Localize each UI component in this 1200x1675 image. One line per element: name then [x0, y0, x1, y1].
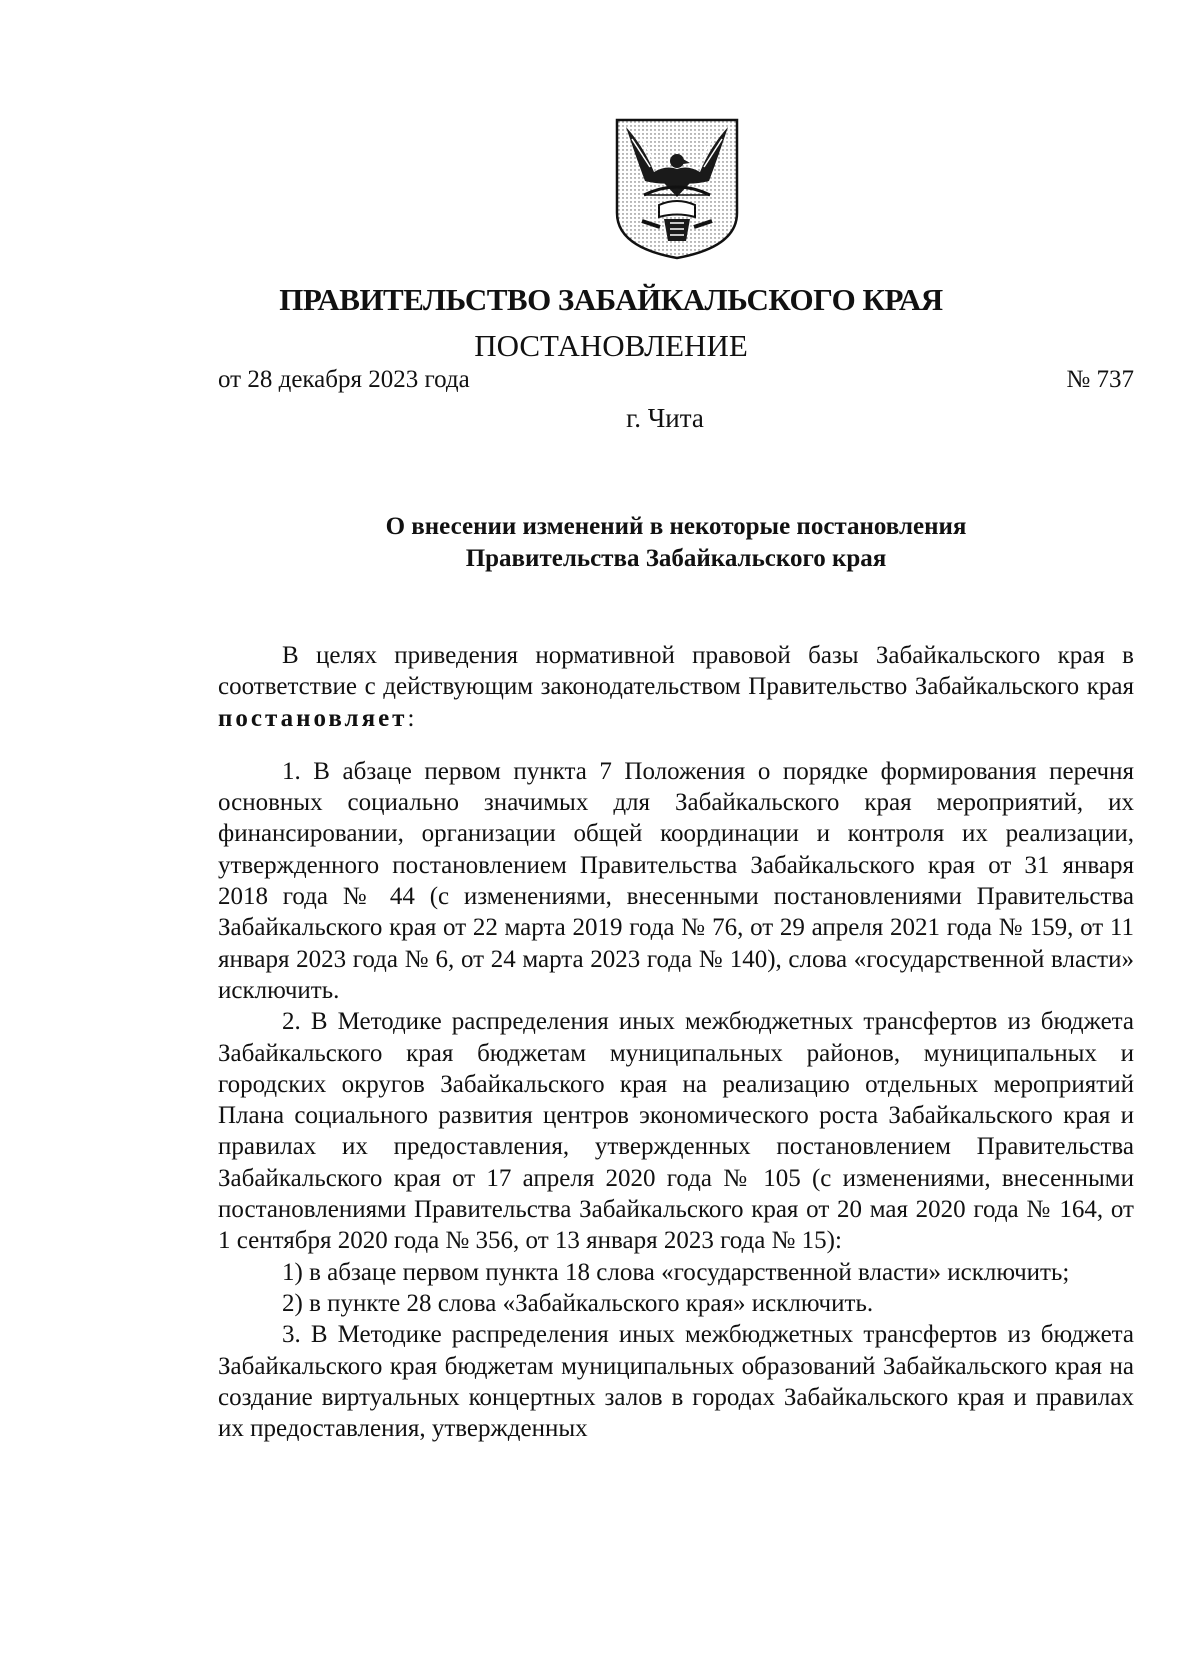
document-number: № 737 — [1066, 366, 1134, 393]
coat-of-arms-icon — [614, 117, 740, 260]
preamble-verb: постановляет — [218, 704, 408, 732]
preamble-text: В целях приведения нормативной правовой базы Забайкальского края в соответствие с действующим законодательством Правительство Забайкальского края — [218, 642, 1134, 701]
document-date: от 28 декабря 2023 года — [218, 366, 470, 393]
organization-title: ПРАВИТЕЛЬСТВО ЗАБАЙКАЛЬСКОГО КРАЯ — [279, 282, 943, 317]
paragraph-2-subitem-1: 1) в абзаце первом пункта 18 слова «государственной власти» исключить; — [282, 1258, 1070, 1286]
document-type: ПОСТАНОВЛЕНИЕ — [474, 328, 748, 363]
document-heading — [218, 511, 1134, 575]
paragraph-1: 1. В абзаце первом пункта 7 Положения о порядке формирования перечня основных социально значимых для Забайкальского края мероприятий, их финансировании, организации общей координации и контроля их реализации, утвержденного постановлением Правительства Забайкальского края от 31 января 2018 года № 44 (с изменениями, внесенными постановлениями Правительства Забайкальского края от 22 марта 2019 года № 76, от 29 апреля 2021 года № 159, от 11 января 2023 года № 6, от 24 марта 2023 года № 140), слова «государственной власти» исключить. — [218, 757, 1134, 1004]
heading-line-2: Правительства Забайкальского края — [465, 545, 887, 572]
heading-line-1: О внесении изменений в некоторые постановления — [385, 513, 967, 540]
paragraph-3: 3. В Методике распределения иных межбюджетных трансфертов из бюджета Забайкальского края бюджетам муниципальных образований Забайкальского края на создание виртуальных концертных залов в городах Забайкальского края и правилах их предоставления, утвержденных — [218, 1321, 1134, 1443]
preamble-paragraph — [218, 640, 1134, 734]
paragraph-2: 2. В Методике распределения иных межбюджетных трансфертов из бюджета Забайкальского края бюджетам муниципальных районов, муниципальных и городских округов Забайкальского края на реализацию отдельных мероприятий Плана социального развития центров экономического роста Забайкальского края и правилах их предоставления, утвержденных постановлением Правительства Забайкальского края от 17 апреля 2020 года № 105 (с изменениями, внесенными постановлениями Правительства Забайкальского края от 20 мая 2020 года № 164, от 1 сентября 2020 года № 356, от 13 января 2023 года № 15): — [218, 1008, 1134, 1255]
preamble-colon: : — [407, 704, 415, 732]
document-city: г. Чита — [626, 403, 704, 433]
paragraph-2-subitem-2: 2) в пункте 28 слова «Забайкальского края» исключить. — [282, 1289, 874, 1317]
document-body — [218, 640, 1134, 1444]
